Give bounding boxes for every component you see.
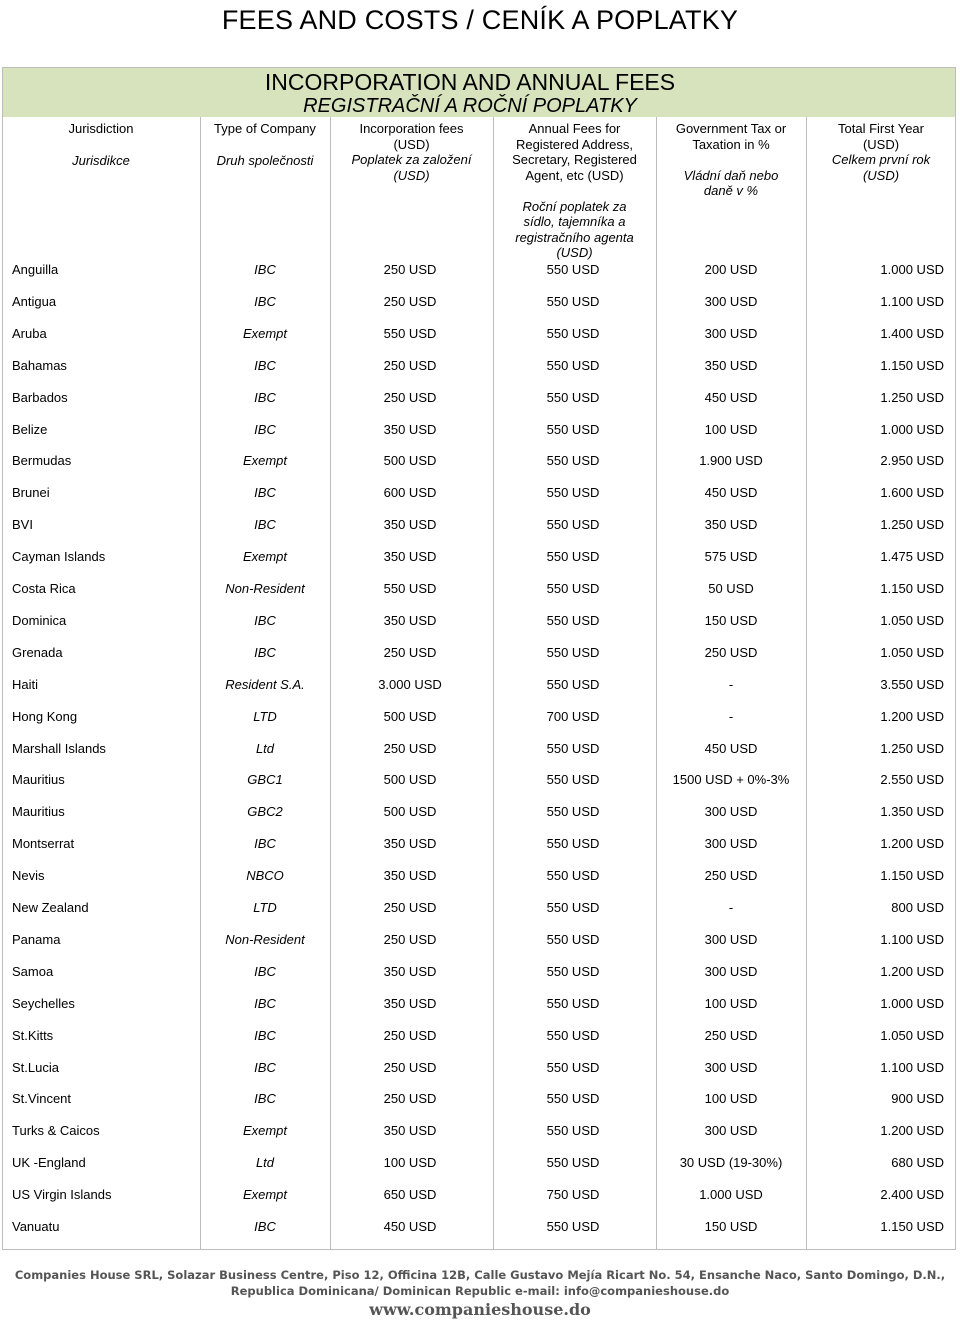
cell-annual-fee: 550 USD xyxy=(546,931,600,947)
cell-company-type: Ltd xyxy=(255,1155,275,1171)
cell-company-type: IBC xyxy=(254,485,276,501)
header-annual-en-1: Annual Fees for xyxy=(528,121,621,136)
cell-government-tax: 1500 USD + 0%-3% xyxy=(672,772,790,788)
table-row xyxy=(0,804,960,836)
cell-jurisdiction: Bahamas xyxy=(12,357,67,373)
table-row xyxy=(0,1091,960,1123)
header-annual-cz-1: Roční poplatek za xyxy=(522,198,627,214)
cell-annual-fee: 550 USD xyxy=(546,740,600,756)
cell-annual-fee: 550 USD xyxy=(546,995,600,1011)
cell-total-first-year: 1.150 USD xyxy=(880,581,944,596)
cell-total-first-year: 1.200 USD xyxy=(880,963,944,979)
cell-total-first-year: 2.550 USD xyxy=(880,772,944,788)
footer-website[interactable]: www.companieshouse.do xyxy=(369,1300,591,1319)
cell-total-first-year: 1.350 USD xyxy=(880,804,944,820)
cell-total-first-year: 1.200 USD xyxy=(880,1123,944,1139)
header-incorporation-en-2: (USD) xyxy=(393,136,430,152)
table-row xyxy=(0,900,960,932)
header-incorporation-cz-1: Poplatek za založení xyxy=(351,152,472,167)
cell-annual-fee: 550 USD xyxy=(546,836,600,852)
cell-government-tax: 100 USD xyxy=(704,421,758,437)
cell-government-tax: 150 USD xyxy=(704,1219,758,1234)
cell-incorporation-fee: 250 USD xyxy=(383,644,437,660)
cell-government-tax: 450 USD xyxy=(704,485,758,501)
table-row xyxy=(0,1219,960,1251)
header-annual-en-2: Registered Address, xyxy=(515,136,634,152)
cell-total-first-year: 1.000 USD xyxy=(880,995,944,1011)
cell-government-tax: 1.000 USD xyxy=(699,1187,763,1203)
cell-government-tax: 150 USD xyxy=(704,612,758,628)
cell-annual-fee: 550 USD xyxy=(546,581,600,596)
cell-government-tax: 100 USD xyxy=(704,1091,758,1107)
cell-jurisdiction: Antigua xyxy=(12,293,57,309)
cell-total-first-year: 3.550 USD xyxy=(880,676,944,692)
cell-incorporation-fee: 650 USD xyxy=(383,1187,437,1203)
cell-jurisdiction: St.Kitts xyxy=(12,1027,54,1043)
cell-annual-fee: 550 USD xyxy=(546,357,600,373)
cell-government-tax: - xyxy=(728,708,734,724)
cell-incorporation-fee: 250 USD xyxy=(383,389,437,405)
cell-company-type: GBC1 xyxy=(247,772,283,788)
header-jurisdiction-cz: Jurisdikce xyxy=(72,152,130,168)
cell-total-first-year: 1.400 USD xyxy=(880,325,944,341)
cell-government-tax: 300 USD xyxy=(704,293,758,309)
cell-total-first-year: 1.100 USD xyxy=(880,1059,944,1075)
cell-company-type: IBC xyxy=(254,262,276,277)
cell-annual-fee: 550 USD xyxy=(546,1123,600,1139)
cell-government-tax: 300 USD xyxy=(704,325,758,341)
cell-government-tax: 575 USD xyxy=(704,549,758,565)
cell-total-first-year: 1.050 USD xyxy=(880,612,944,628)
section-subtitle: REGISTRAČNÍ A ROČNÍ POPLATKY xyxy=(303,95,637,117)
header-jurisdiction xyxy=(2,121,200,168)
table-row xyxy=(0,677,960,709)
table-row xyxy=(0,294,960,326)
cell-annual-fee: 550 USD xyxy=(546,900,600,915)
cell-incorporation-fee: 350 USD xyxy=(383,963,437,979)
cell-company-type: IBC xyxy=(254,293,276,309)
cell-company-type: Ltd xyxy=(255,740,275,756)
table-row xyxy=(0,772,960,804)
cell-company-type: IBC xyxy=(254,421,276,437)
cell-jurisdiction: Vanuatu xyxy=(12,1219,60,1234)
cell-jurisdiction: Montserrat xyxy=(12,836,75,852)
cell-company-type: IBC xyxy=(254,612,276,628)
footer-contact: Republica Dominicana/ Dominican Republic e-mail: info@companieshouse.do xyxy=(230,1284,730,1298)
cell-jurisdiction: St.Lucia xyxy=(12,1059,59,1075)
cell-company-type: Exempt xyxy=(242,549,288,565)
cell-government-tax: 300 USD xyxy=(704,804,758,820)
table-row xyxy=(0,1028,960,1060)
cell-company-type: LTD xyxy=(253,708,277,724)
cell-jurisdiction: Seychelles xyxy=(12,995,75,1011)
cell-company-type: Resident S.A. xyxy=(225,676,305,692)
cell-annual-fee: 700 USD xyxy=(546,708,600,724)
cell-government-tax: 250 USD xyxy=(704,868,758,884)
cell-company-type: IBC xyxy=(254,1059,276,1075)
table-row xyxy=(0,613,960,645)
cell-company-type: IBC xyxy=(254,1219,276,1234)
cell-annual-fee: 550 USD xyxy=(546,868,600,884)
cell-incorporation-fee: 350 USD xyxy=(383,517,437,533)
cell-annual-fee: 550 USD xyxy=(546,1059,600,1075)
cell-company-type: IBC xyxy=(254,836,276,852)
cell-jurisdiction: Hong Kong xyxy=(12,708,78,724)
cell-annual-fee: 550 USD xyxy=(546,293,600,309)
cell-annual-fee: 550 USD xyxy=(546,963,600,979)
cell-annual-fee: 750 USD xyxy=(546,1187,600,1203)
cell-annual-fee: 550 USD xyxy=(546,772,600,788)
header-tax xyxy=(656,121,806,199)
cell-total-first-year: 1.600 USD xyxy=(880,485,944,501)
cell-jurisdiction: St.Vincent xyxy=(12,1091,72,1107)
table-row xyxy=(0,517,960,549)
cell-government-tax: 300 USD xyxy=(704,1123,758,1139)
cell-company-type: IBC xyxy=(254,995,276,1011)
cell-incorporation-fee: 250 USD xyxy=(383,1091,437,1107)
table-row xyxy=(0,932,960,964)
header-tax-cz-2: daně v % xyxy=(703,183,759,198)
cell-incorporation-fee: 350 USD xyxy=(383,836,437,852)
cell-government-tax: 1.900 USD xyxy=(699,453,763,469)
cell-company-type: Non-Resident xyxy=(225,581,305,596)
header-annual-cz-4: (USD) xyxy=(556,245,593,260)
cell-government-tax: 450 USD xyxy=(704,389,758,405)
cell-annual-fee: 550 USD xyxy=(546,485,600,501)
header-total xyxy=(806,121,956,183)
cell-total-first-year: 1.250 USD xyxy=(880,517,944,533)
cell-annual-fee: 550 USD xyxy=(546,644,600,660)
table-row xyxy=(0,1060,960,1092)
cell-company-type: GBC2 xyxy=(247,804,283,820)
cell-company-type: IBC xyxy=(254,389,276,405)
cell-annual-fee: 550 USD xyxy=(546,389,600,405)
header-tax-en-2: Taxation in % xyxy=(692,136,770,152)
cell-total-first-year: 1.250 USD xyxy=(880,740,944,756)
cell-annual-fee: 550 USD xyxy=(546,453,600,469)
table-row xyxy=(0,964,960,996)
cell-annual-fee: 550 USD xyxy=(546,1155,600,1171)
section-title: INCORPORATION AND ANNUAL FEES xyxy=(264,69,676,95)
table-row xyxy=(0,262,960,294)
cell-jurisdiction: Samoa xyxy=(12,963,54,979)
cell-incorporation-fee: 250 USD xyxy=(383,1059,437,1075)
cell-jurisdiction: Cayman Islands xyxy=(12,549,106,565)
cell-total-first-year: 1.150 USD xyxy=(880,1219,944,1234)
cell-jurisdiction: Marshall Islands xyxy=(12,740,106,756)
cell-jurisdiction: Haiti xyxy=(12,676,39,692)
table-row xyxy=(0,358,960,390)
cell-incorporation-fee: 350 USD xyxy=(383,868,437,884)
header-annual-cz-3: registračního agenta xyxy=(515,229,634,245)
cell-company-type: Exempt xyxy=(242,1187,288,1203)
table-row xyxy=(0,645,960,677)
cell-government-tax: 250 USD xyxy=(704,1027,758,1043)
cell-company-type: IBC xyxy=(254,644,276,660)
cell-total-first-year: 1.150 USD xyxy=(880,357,944,373)
cell-jurisdiction: Costa Rica xyxy=(12,581,76,596)
cell-total-first-year: 1.100 USD xyxy=(880,931,944,947)
cell-company-type: Exempt xyxy=(242,453,288,469)
cell-incorporation-fee: 350 USD xyxy=(383,421,437,437)
cell-annual-fee: 550 USD xyxy=(546,1219,600,1234)
cell-company-type: IBC xyxy=(254,1091,276,1107)
cell-incorporation-fee: 550 USD xyxy=(383,325,437,341)
table-row xyxy=(0,1155,960,1187)
header-type-en: Type of Company xyxy=(214,121,316,136)
header-tax-cz-1: Vládní daň nebo xyxy=(683,167,779,183)
cell-government-tax: - xyxy=(728,900,734,915)
footer-address: Companies House SRL, Solazar Business Centre, Piso 12, Officina 12B, Calle Gustavo Mejía Ricart No. 54, Ensanche Naco, Santo Domingo, D.N., xyxy=(14,1268,946,1282)
cell-jurisdiction: Mauritius xyxy=(12,772,65,788)
cell-jurisdiction: BVI xyxy=(12,517,33,533)
cell-company-type: LTD xyxy=(253,900,277,915)
cell-total-first-year: 1.100 USD xyxy=(880,293,944,309)
header-annual-cz-2: sídlo, tajemníka a xyxy=(523,214,626,229)
cell-government-tax: 50 USD xyxy=(708,581,754,596)
header-incorporation-en-1: Incorporation fees xyxy=(359,121,464,136)
cell-jurisdiction: Grenada xyxy=(12,644,63,660)
cell-government-tax: 300 USD xyxy=(704,1059,758,1075)
cell-total-first-year: 2.950 USD xyxy=(880,453,944,469)
table-row xyxy=(0,390,960,422)
cell-jurisdiction: US Virgin Islands xyxy=(12,1187,112,1203)
cell-total-first-year: 1.050 USD xyxy=(880,644,944,660)
page-title: FEES AND COSTS / CENÍK A POPLATKY xyxy=(221,5,739,35)
cell-incorporation-fee: 500 USD xyxy=(383,772,437,788)
cell-total-first-year: 1.200 USD xyxy=(880,836,944,852)
cell-company-type: Non-Resident xyxy=(225,931,305,947)
cell-annual-fee: 550 USD xyxy=(546,804,600,820)
cell-total-first-year: 900 USD xyxy=(891,1091,944,1107)
cell-jurisdiction: Brunei xyxy=(12,485,50,501)
cell-jurisdiction: New Zealand xyxy=(12,900,89,915)
cell-incorporation-fee: 500 USD xyxy=(383,708,437,724)
cell-incorporation-fee: 350 USD xyxy=(383,612,437,628)
cell-total-first-year: 2.400 USD xyxy=(880,1187,944,1203)
table-row xyxy=(0,485,960,517)
cell-jurisdiction: Mauritius xyxy=(12,804,65,820)
header-total-cz-1: Celkem první rok xyxy=(831,152,931,167)
cell-jurisdiction: Panama xyxy=(12,931,61,947)
cell-total-first-year: 680 USD xyxy=(891,1155,944,1171)
cell-jurisdiction: UK -England xyxy=(12,1155,86,1171)
table-row xyxy=(0,709,960,741)
cell-company-type: Exempt xyxy=(242,325,288,341)
cell-incorporation-fee: 250 USD xyxy=(383,262,437,277)
cell-incorporation-fee: 250 USD xyxy=(383,740,437,756)
cell-government-tax: 450 USD xyxy=(704,740,758,756)
table-row xyxy=(0,1123,960,1155)
cell-annual-fee: 550 USD xyxy=(546,1091,600,1107)
cell-jurisdiction: Bermudas xyxy=(12,453,72,469)
cell-government-tax: 250 USD xyxy=(704,644,758,660)
header-incorporation-cz-2: (USD) xyxy=(393,167,430,183)
cell-company-type: Exempt xyxy=(242,1123,288,1139)
header-annual xyxy=(493,121,656,261)
cell-annual-fee: 550 USD xyxy=(546,325,600,341)
cell-annual-fee: 550 USD xyxy=(546,517,600,533)
cell-government-tax: 300 USD xyxy=(704,963,758,979)
header-total-en-2: (USD) xyxy=(862,136,900,152)
cell-incorporation-fee: 350 USD xyxy=(383,549,437,565)
cell-incorporation-fee: 450 USD xyxy=(383,1219,437,1234)
cell-government-tax: 200 USD xyxy=(704,262,758,277)
cell-jurisdiction: Barbados xyxy=(12,389,68,405)
header-tax-en-1: Government Tax or xyxy=(675,121,787,136)
cell-total-first-year: 800 USD xyxy=(891,900,944,915)
table-row xyxy=(0,741,960,773)
table-row xyxy=(0,836,960,868)
cell-company-type: IBC xyxy=(254,357,276,373)
table-row xyxy=(0,422,960,454)
cell-jurisdiction: Belize xyxy=(12,421,48,437)
cell-total-first-year: 1.000 USD xyxy=(880,421,944,437)
cell-government-tax: 100 USD xyxy=(704,995,758,1011)
cell-incorporation-fee: 350 USD xyxy=(383,995,437,1011)
cell-incorporation-fee: 250 USD xyxy=(383,931,437,947)
header-total-cz-2: (USD) xyxy=(862,167,900,183)
header-incorporation xyxy=(330,121,493,183)
cell-company-type: NBCO xyxy=(246,868,284,884)
cell-annual-fee: 550 USD xyxy=(546,612,600,628)
cell-incorporation-fee: 500 USD xyxy=(383,804,437,820)
header-total-en-1: Total First Year xyxy=(838,121,924,136)
cell-company-type: IBC xyxy=(254,1027,276,1043)
cell-total-first-year: 1.250 USD xyxy=(880,389,944,405)
header-annual-en-3: Secretary, Registered xyxy=(512,152,637,167)
header-jurisdiction-en: Jurisdiction xyxy=(68,121,134,136)
table-row xyxy=(0,1187,960,1219)
cell-incorporation-fee: 600 USD xyxy=(383,485,437,501)
cell-incorporation-fee: 350 USD xyxy=(383,1123,437,1139)
cell-government-tax: 350 USD xyxy=(704,357,758,373)
cell-total-first-year: 1.000 USD xyxy=(880,262,944,277)
cell-total-first-year: 1.050 USD xyxy=(880,1027,944,1043)
header-type-cz: Druh společnosti xyxy=(216,152,314,168)
cell-incorporation-fee: 250 USD xyxy=(383,293,437,309)
cell-government-tax: 30 USD (19-30%) xyxy=(679,1155,783,1171)
table-row xyxy=(0,549,960,581)
cell-total-first-year: 1.150 USD xyxy=(880,868,944,884)
table-row xyxy=(0,581,960,613)
cell-incorporation-fee: 550 USD xyxy=(383,581,437,596)
cell-company-type: IBC xyxy=(254,963,276,979)
cell-total-first-year: 1.475 USD xyxy=(880,549,944,565)
cell-total-first-year: 1.200 USD xyxy=(880,708,944,724)
cell-incorporation-fee: 250 USD xyxy=(383,1027,437,1043)
cell-incorporation-fee: 3.000 USD xyxy=(378,676,442,692)
table-row xyxy=(0,996,960,1028)
table-row xyxy=(0,868,960,900)
cell-incorporation-fee: 100 USD xyxy=(383,1155,437,1171)
cell-government-tax: 350 USD xyxy=(704,517,758,533)
cell-government-tax: - xyxy=(728,676,734,692)
cell-jurisdiction: Aruba xyxy=(12,325,47,341)
cell-annual-fee: 550 USD xyxy=(546,1027,600,1043)
cell-incorporation-fee: 250 USD xyxy=(383,900,437,915)
cell-annual-fee: 550 USD xyxy=(546,262,600,277)
cell-annual-fee: 550 USD xyxy=(546,421,600,437)
table-row xyxy=(0,326,960,358)
header-type xyxy=(200,121,330,168)
cell-incorporation-fee: 500 USD xyxy=(383,453,437,469)
cell-jurisdiction: Turks & Caicos xyxy=(12,1123,100,1139)
cell-annual-fee: 550 USD xyxy=(546,549,600,565)
cell-jurisdiction: Anguilla xyxy=(12,262,59,277)
cell-jurisdiction: Dominica xyxy=(12,612,67,628)
cell-annual-fee: 550 USD xyxy=(546,676,600,692)
cell-government-tax: 300 USD xyxy=(704,931,758,947)
cell-jurisdiction: Nevis xyxy=(12,868,45,884)
table-row xyxy=(0,453,960,485)
cell-government-tax: 300 USD xyxy=(704,836,758,852)
cell-incorporation-fee: 250 USD xyxy=(383,357,437,373)
cell-company-type: IBC xyxy=(254,517,276,533)
header-annual-en-4: Agent, etc (USD) xyxy=(525,167,624,183)
